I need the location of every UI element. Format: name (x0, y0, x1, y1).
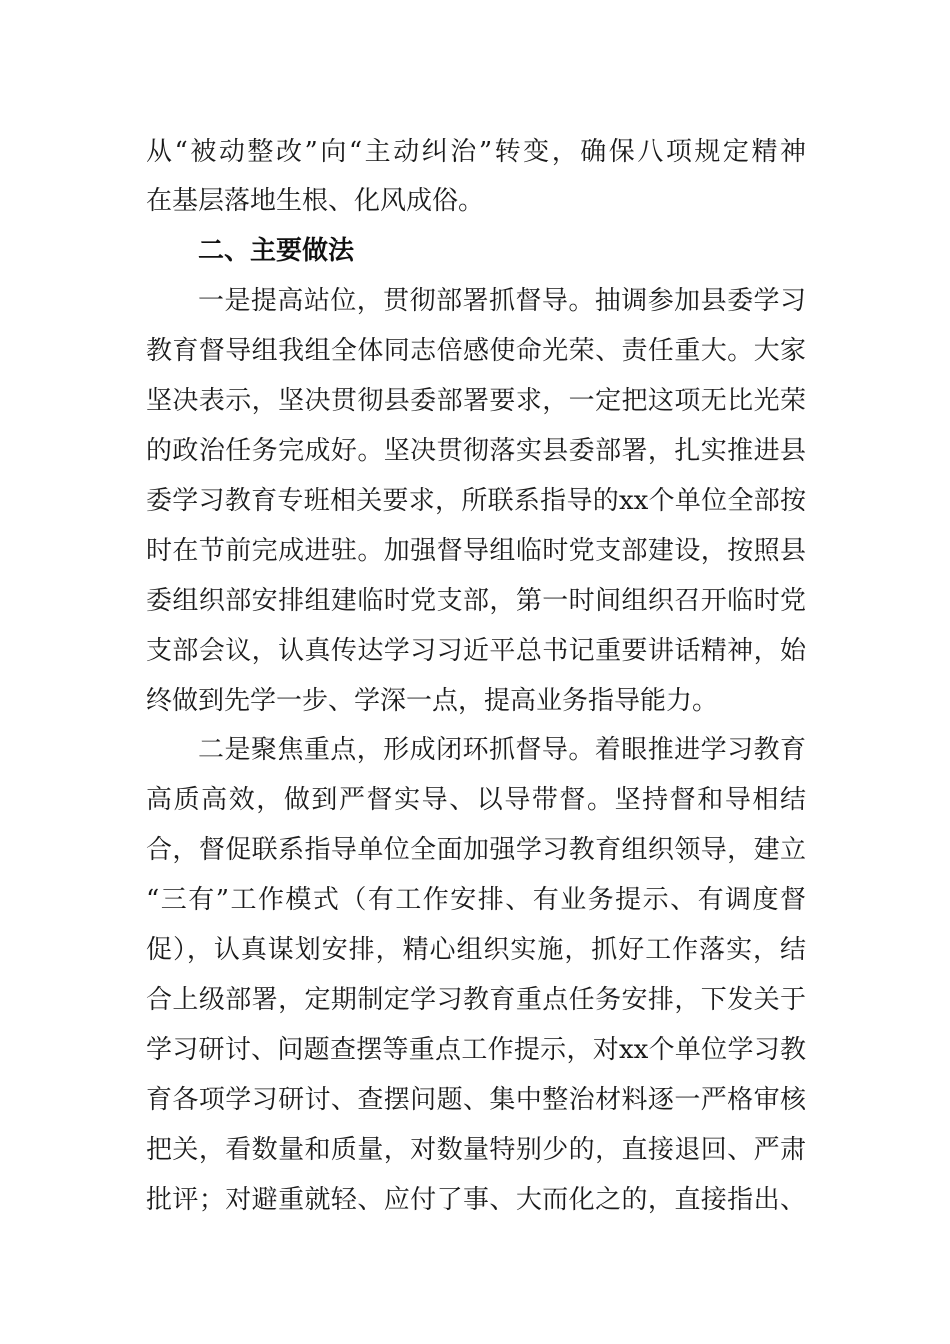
intro-line-2: 在基层落地生根、化风成俗。 (146, 186, 485, 216)
paragraph1-line-2: 教育督导组我组全体同志倍感使命光荣、责任重大。大家 (146, 336, 806, 366)
paragraph2-line-10: 批评；对避重就轻、应付了事、大而化之的，直接指出、 (146, 1185, 806, 1215)
intro-line-1: 从“被动整改”向“主动纠治”转变，确保八项规定精神 (146, 137, 806, 167)
paragraph2-line-4: “三有”工作模式（有工作安排、有业务提示、有调度督 (146, 885, 806, 915)
paragraph2-line-2: 高质高效，做到严督实导、以导带督。坚持督和导相结 (146, 785, 806, 815)
paragraph1-line-3: 坚决表示，坚决贯彻县委部署要求，一定把这项无比光荣 (146, 386, 806, 416)
paragraph2-line-1: 二是聚焦重点，形成闭环抓督导。着眼推进学习教育 (198, 735, 806, 765)
paragraph2-line-5: 促），认真谋划安排，精心组织实施，抓好工作落实，结 (146, 935, 806, 965)
paragraph1-line-9: 终做到先学一步、学深一点，提高业务指导能力。 (146, 686, 719, 716)
paragraph1-line-7: 委组织部安排组建临时党支部，第一时间组织召开临时党 (146, 586, 806, 616)
paragraph2-line-9: 把关，看数量和质量，对数量特别少的，直接退回、严肃 (146, 1135, 806, 1165)
paragraph2-line-7: 学习研讨、问题查摆等重点工作提示，对xx个单位学习教 (146, 1035, 806, 1065)
paragraph1-line-4: 的政治任务完成好。坚决贯彻落实县委部署，扎实推进县 (146, 436, 806, 466)
paragraph1-line-1: 一是提高站位，贯彻部署抓督导。抽调参加县委学习 (198, 286, 806, 316)
section-heading: 二、主要做法 (198, 236, 355, 266)
paragraph1-line-8: 支部会议，认真传达学习习近平总书记重要讲话精神，始 (146, 636, 806, 666)
paragraph2-line-8: 育各项学习研讨、查摆问题、集中整治材料逐一严格审核 (146, 1085, 806, 1115)
paragraph1-line-5: 委学习教育专班相关要求，所联系指导的xx个单位全部按 (146, 486, 806, 516)
paragraph1-line-6: 时在节前完成进驻。加强督导组临时党支部建设，按照县 (146, 536, 806, 566)
paragraph2-line-3: 合，督促联系指导单位全面加强学习教育组织领导，建立 (146, 835, 806, 865)
paragraph2-line-6: 合上级部署，定期制定学习教育重点任务安排，下发关于 (146, 985, 806, 1015)
